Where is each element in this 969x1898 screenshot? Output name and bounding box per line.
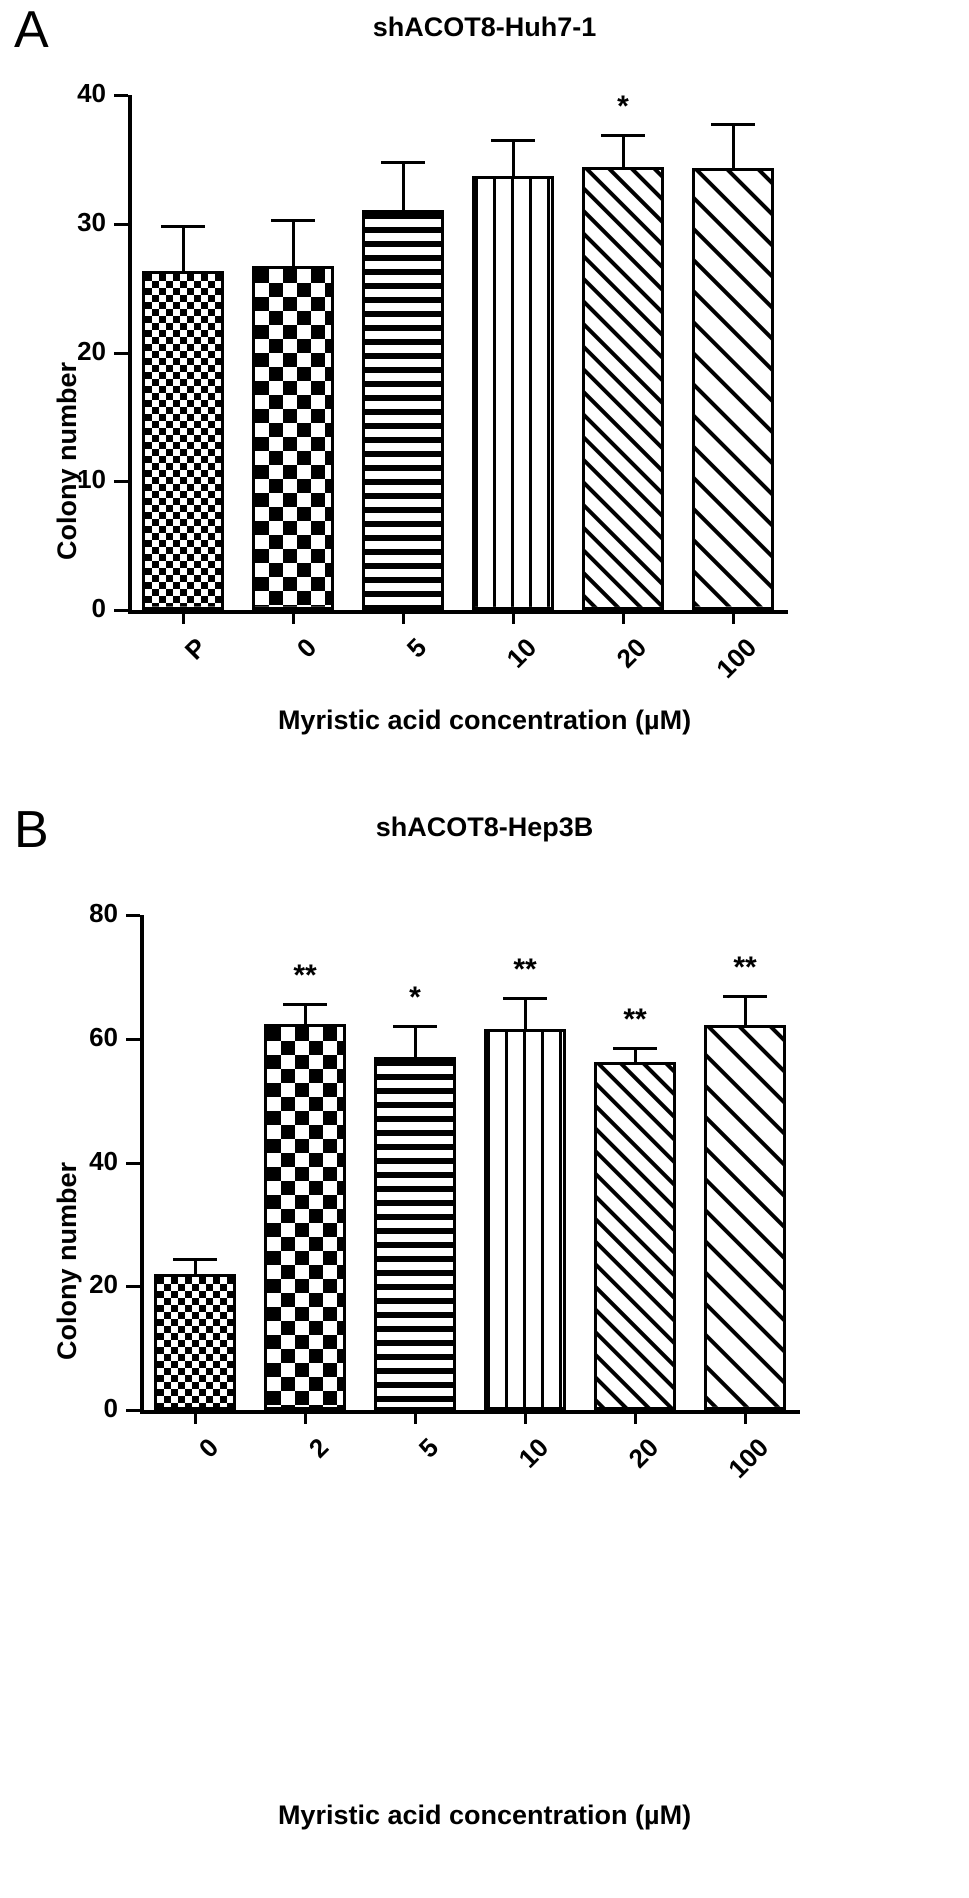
chart-b-bar <box>484 1029 566 1410</box>
chart-b-bar <box>374 1057 456 1410</box>
chart-a-plot <box>0 0 969 790</box>
chart-b-significance-marker: ** <box>733 951 757 985</box>
chart-b-x-tick <box>524 1414 527 1424</box>
chart-b-error-cap <box>723 995 767 998</box>
chart-a-x-tick <box>732 614 735 624</box>
chart-a-y-tick <box>114 223 128 226</box>
chart-b-x-tick <box>744 1414 747 1424</box>
chart-b-x-axis <box>140 1410 800 1414</box>
chart-a-bar <box>472 176 554 610</box>
chart-b-error-cap <box>393 1025 437 1028</box>
panel-a-title: shACOT8-Huh7-1 <box>372 12 597 42</box>
chart-b-significance-marker: * <box>409 980 421 1014</box>
chart-b-y-tick-label: 80 <box>89 898 118 928</box>
chart-b-y-tick-label: 20 <box>89 1269 118 1300</box>
chart-b-x-tick-label: 10 <box>512 1432 555 1474</box>
chart-b-x-tick-label: 20 <box>622 1432 665 1474</box>
chart-a-error-bar <box>512 139 515 176</box>
chart-a-y-tick <box>114 609 128 612</box>
chart-b-error-cap <box>283 1003 327 1006</box>
chart-b-y-tick-label: 0 <box>103 1393 118 1423</box>
chart-a-y-axis <box>128 95 132 612</box>
chart-a-y-tick-label: 20 <box>77 335 106 366</box>
chart-a-xlabel: Myristic acid concentration (µM) <box>277 705 692 735</box>
chart-a-error-bar <box>622 134 625 167</box>
chart-a-x-tick <box>402 614 405 624</box>
chart-b-x-tick-label: 100 <box>722 1432 775 1484</box>
chart-a-x-tick-label: 100 <box>710 632 763 684</box>
chart-b-error-cap <box>613 1047 657 1050</box>
chart-b-error-bar <box>414 1025 417 1057</box>
chart-b-error-cap <box>503 997 547 1000</box>
panel-a <box>0 0 969 790</box>
chart-b-y-tick <box>126 1162 140 1165</box>
chart-b-bar <box>704 1025 786 1410</box>
chart-a-error-cap <box>271 219 315 222</box>
chart-a-error-bar <box>732 123 735 168</box>
chart-b-significance-marker: ** <box>623 1003 647 1037</box>
chart-b-y-tick <box>126 1285 140 1288</box>
chart-b-error-bar <box>304 1003 307 1023</box>
chart-b-significance-marker: ** <box>513 953 537 987</box>
chart-b-significance-marker: ** <box>293 959 317 993</box>
chart-a-bar <box>362 210 444 610</box>
chart-b-x-tick <box>414 1414 417 1424</box>
chart-a-y-tick-label: 30 <box>77 206 106 237</box>
chart-a-y-tick <box>114 352 128 355</box>
chart-a-x-tick-label: 10 <box>500 632 543 674</box>
chart-a-x-tick <box>182 614 185 624</box>
chart-a-bar <box>142 271 224 610</box>
chart-a-x-tick <box>622 614 625 624</box>
chart-b-error-bar <box>744 995 747 1025</box>
chart-a-error-cap <box>491 139 535 142</box>
chart-a-significance-marker: * <box>617 89 629 123</box>
chart-a-x-tick <box>292 614 295 624</box>
chart-b-y-tick <box>126 1038 140 1041</box>
chart-b-x-tick <box>634 1414 637 1424</box>
chart-b-y-tick-label: 40 <box>89 1145 118 1176</box>
chart-a-y-tick-label: 40 <box>77 78 106 108</box>
chart-b-error-bar <box>524 997 527 1029</box>
chart-a-y-tick <box>114 94 128 97</box>
panel-a-letter: A <box>14 1 49 59</box>
chart-a-y-tick-label: 0 <box>91 593 106 623</box>
panel-b-letter: B <box>14 801 49 859</box>
chart-a-x-tick-label: 0 <box>290 632 323 664</box>
chart-a-error-cap <box>601 134 645 137</box>
chart-b-y-tick <box>126 1409 140 1412</box>
chart-a-x-tick-label: 20 <box>610 632 653 674</box>
chart-a-y-tick <box>114 480 128 483</box>
chart-a-error-bar <box>292 219 295 267</box>
chart-a-error-bar <box>182 225 185 271</box>
chart-b-y-tick <box>126 914 140 917</box>
chart-b-bar <box>154 1274 236 1410</box>
chart-a-x-tick-label: 5 <box>400 632 433 664</box>
chart-a-error-cap <box>711 123 755 126</box>
chart-b-bar <box>594 1062 676 1410</box>
chart-b-ylabel: Colony number <box>52 1161 82 1360</box>
chart-a-x-tick-label: P <box>178 632 213 666</box>
chart-b-plot <box>0 800 969 1898</box>
chart-a-x-tick <box>512 614 515 624</box>
chart-a-bar <box>252 266 334 610</box>
chart-b-x-tick-label: 2 <box>302 1432 335 1464</box>
chart-b-y-tick-label: 60 <box>89 1021 118 1052</box>
chart-a-x-axis <box>128 610 788 614</box>
panel-b <box>0 800 969 1898</box>
chart-a-ylabel: Colony number <box>52 361 82 560</box>
chart-b-x-tick-label: 0 <box>192 1432 225 1464</box>
chart-b-error-cap <box>173 1258 217 1261</box>
chart-a-error-cap <box>161 225 205 228</box>
chart-a-y-tick-label: 10 <box>77 464 106 495</box>
chart-b-x-tick <box>304 1414 307 1424</box>
chart-b-bar <box>264 1024 346 1410</box>
chart-b-x-tick <box>194 1414 197 1424</box>
chart-a-bar <box>582 167 664 610</box>
chart-b-y-axis <box>140 915 144 1412</box>
chart-a-error-cap <box>381 161 425 164</box>
chart-a-bar <box>692 168 774 610</box>
chart-b-xlabel: Myristic acid concentration (µM) <box>277 1800 692 1830</box>
chart-b-x-tick-label: 5 <box>412 1432 445 1464</box>
panel-b-title: shACOT8-Hep3B <box>375 812 594 842</box>
chart-a-error-bar <box>402 161 405 210</box>
